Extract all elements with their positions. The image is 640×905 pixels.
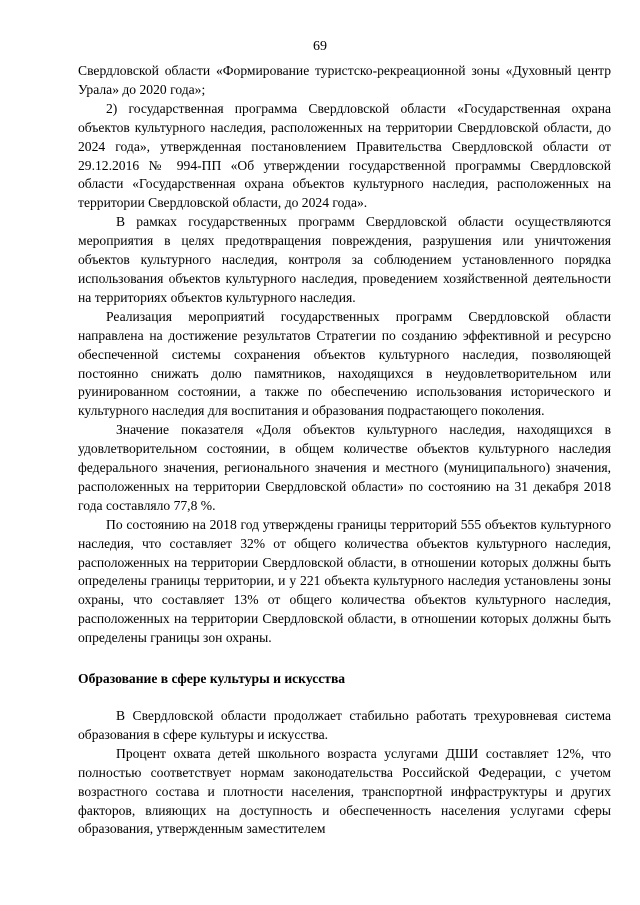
paragraph-implementation: Реализация мероприятий государственных программ Свердловской области направлена на достижение результатов Стратегии по созданию эффективной и ресурсно обеспеченной системы сохранения объектов культурного наследия, позволяющей постоянно снижать долю памятников, находящихся в неудовлетворительном или руинированном состоянии, а также по обеспечению использования исторического и культурного наследия для воспитания и образования подрастающего поколения.: [78, 308, 611, 419]
page-number: 69: [313, 39, 327, 54]
spacer: [78, 648, 611, 670]
paragraph-continuation: Свердловской области «Формирование туристско-рекреационной зоны «Духовный центр Урала» до 2020 года»;: [78, 63, 611, 97]
section-title: Образование в сфере культуры и искусства: [78, 671, 346, 687]
paragraph-program-2: 2) государственная программа Свердловской области «Государственная охрана объектов культурного наследия, расположенных на территории Свердловской области, до 2024 года», утвержденная постановлением Правительства Свердловской области от 29.12.2016 № 994-ПП «Об утверждении государственной программы Свердловской области «Государственная охрана объектов культурного наследия, расположенных на территории Свердловской области, до 2024 года».: [78, 100, 611, 211]
spacer: [78, 689, 611, 707]
paragraph-education-system: В Свердловской области продолжает стабильно работать трехуровневая система образования в сфере культуры и искусства.: [78, 708, 611, 742]
paragraph-measures: В рамках государственных программ Свердловской области осуществляются мероприятия в целях предотвращения повреждения, разрушения или уничтожения объектов культурного наследия, контроля за соблюдением установленного порядка использования объектов культурного наследия, проведением хозяйственной деятельности на территориях объектов культурного наследия.: [78, 214, 611, 305]
paragraph-indicator: Значение показателя «Доля объектов культурного наследия, находящихся в удовлетворительном состоянии, в общем количестве объектов культурного наследия федерального значения, регионального значения и местного (муниципального) значения, расположенных на территории Свердловской области» по состоянию на 31 декабря 2018 года составляло 77,8 %.: [78, 422, 611, 513]
paragraph-coverage: Процент охвата детей школьного возраста услугами ДШИ составляет 12%, что полностью соответствует нормам законодательства Российской Федерации, с учетом возрастного состава и плотности населения, транспортной инфраструктуры и других факторов, влияющих на доступность и обеспеченность населения услугами сферы образования, утвержденным заместителем: [78, 745, 611, 837]
document-body: [78, 62, 611, 839]
paragraph-boundaries: По состоянию на 2018 год утверждены границы территорий 555 объектов культурного наследия, что составляет 32% от общего количества объектов культурного наследия, расположенных на территории Свердловской области, в отношении которых должны быть определены границы территории, и у 221 объекта культурного наследия установлены зоны охраны, что составляет 13% от общего количества объектов культурного наследия, расположенных на территории Свердловской области, в отношении которых должны быть определены границы зон охраны.: [78, 516, 611, 646]
